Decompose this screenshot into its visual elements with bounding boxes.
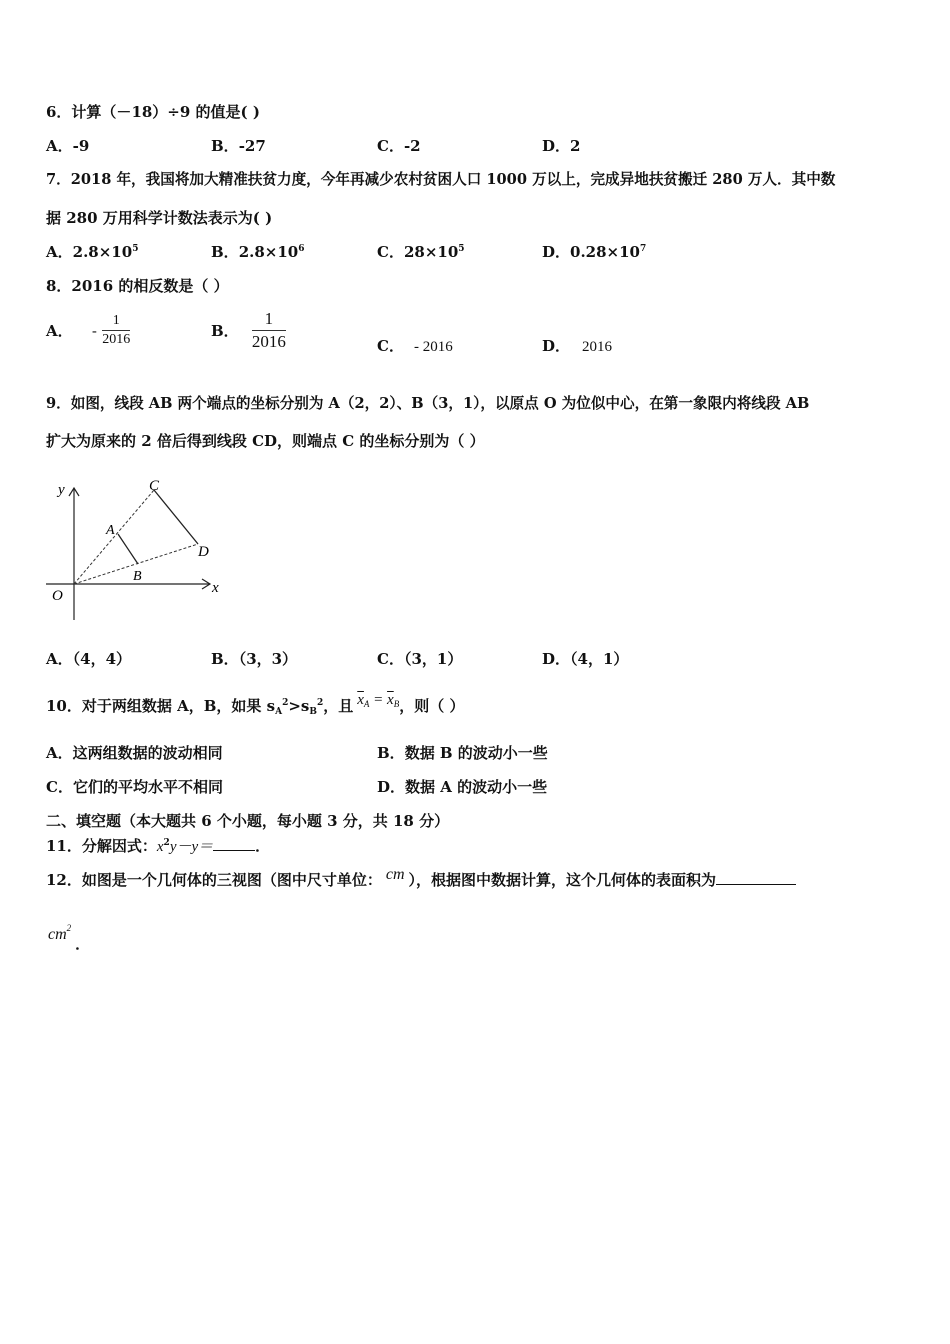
point-a-label: A: [106, 523, 115, 538]
q8-option-d: D． 2016: [542, 337, 613, 355]
q7-stem-line2: 据 280 万用科学计数法表示为( ): [46, 209, 273, 227]
q10-option-b: B．数据 B 的波动小一些: [377, 744, 548, 762]
q8-stem: 8．2016 的相反数是（ ）: [46, 277, 229, 295]
q9-stem-line1: 9．如图，线段 AB 两个端点的坐标分别为 A（2，2）、B（3，1），以原点 O 为位似中心，在第一象限内将线段 AB: [46, 395, 810, 412]
q12-stem-line1: 12．如图是一个几何体的三视图（图中尺寸单位： cm ），根据图中数据计算，这个几何体的表面积为: [46, 870, 796, 891]
q11-stem: 11．分解因式：$x^2y-y=$ ．: [46, 837, 271, 855]
q11-answer-blank[interactable]: [213, 850, 255, 851]
q7-option-a: A．$2.8\times 10^5$: [46, 243, 139, 261]
q8-a-fraction: $\frac{1}{2016}$: [102, 313, 131, 347]
q9-option-c: C．（3，1）: [377, 650, 463, 668]
x-label: x: [212, 580, 219, 596]
q12-answer-blank[interactable]: [716, 884, 796, 885]
point-d-label: D: [198, 544, 209, 560]
q9-figure: [40, 472, 230, 632]
y-label: y: [58, 482, 65, 498]
q7-option-b: B．$2.8\times 10^6$: [211, 243, 305, 261]
q9-option-d: D．（4，1）: [542, 650, 629, 668]
q10-option-a: A．这两组数据的波动相同: [46, 744, 223, 762]
q6-option-b: B．-27: [211, 137, 266, 155]
q10-stem: 10．对于两组数据 A，B，如果 $s_A^2>s_B^2$，且 $\overline{x}_A = \overline{x}_B$，则（ ）: [46, 692, 465, 717]
q8-option-a: A． - $\frac{1}{2016}$: [46, 313, 131, 347]
q7-option-d: D．$0.28\times 10^7$: [542, 243, 647, 261]
q9-option-a: A．（4，4）: [46, 650, 132, 668]
q6-stem: 6．计算（－18）÷9 的值是( ): [46, 103, 260, 121]
q7-option-c: C．$28\times 10^5$: [377, 243, 465, 261]
q6-option-d: D．2: [542, 137, 581, 155]
section-heading: 二、填空题（本大题共 6 个小题，每小题 3 分，共 18 分）: [46, 812, 450, 830]
q8-option-c: C． - 2016: [377, 337, 453, 355]
q6-option-a: A．-9: [46, 137, 90, 155]
q6-option-c: C．-2: [377, 137, 421, 155]
q8-b-fraction: $\frac{1}{2016}$: [251, 309, 286, 351]
origin-label: O: [52, 588, 63, 604]
q10-option-c: C．它们的平均水平不相同: [46, 778, 223, 796]
q10-mean-equation: $\overline{x}_A = \overline{x}_B$: [357, 692, 400, 709]
q12-stem-line2: $cm^2$．: [48, 923, 91, 953]
segment-cd: [154, 490, 198, 544]
q8-option-b: B． $\frac{1}{2016}$: [211, 309, 286, 351]
q9-option-b: B．（3，3）: [211, 650, 298, 668]
point-c-label: C: [149, 478, 160, 494]
point-b-label: B: [133, 569, 142, 584]
q9-stem-line2: 扩大为原来的 2 倍后得到线段 CD，则端点 C 的坐标分别为（ ）: [46, 432, 485, 450]
segment-ab: [118, 534, 138, 564]
q10-option-d: D．数据 A 的波动小一些: [377, 778, 548, 796]
q7-stem-line1: 7．2018 年，我国将加大精准扶贫力度，今年再减少农村贫困人口 1000 万以上，完成异地扶贫搬迁 280 万人．其中数: [46, 171, 836, 188]
